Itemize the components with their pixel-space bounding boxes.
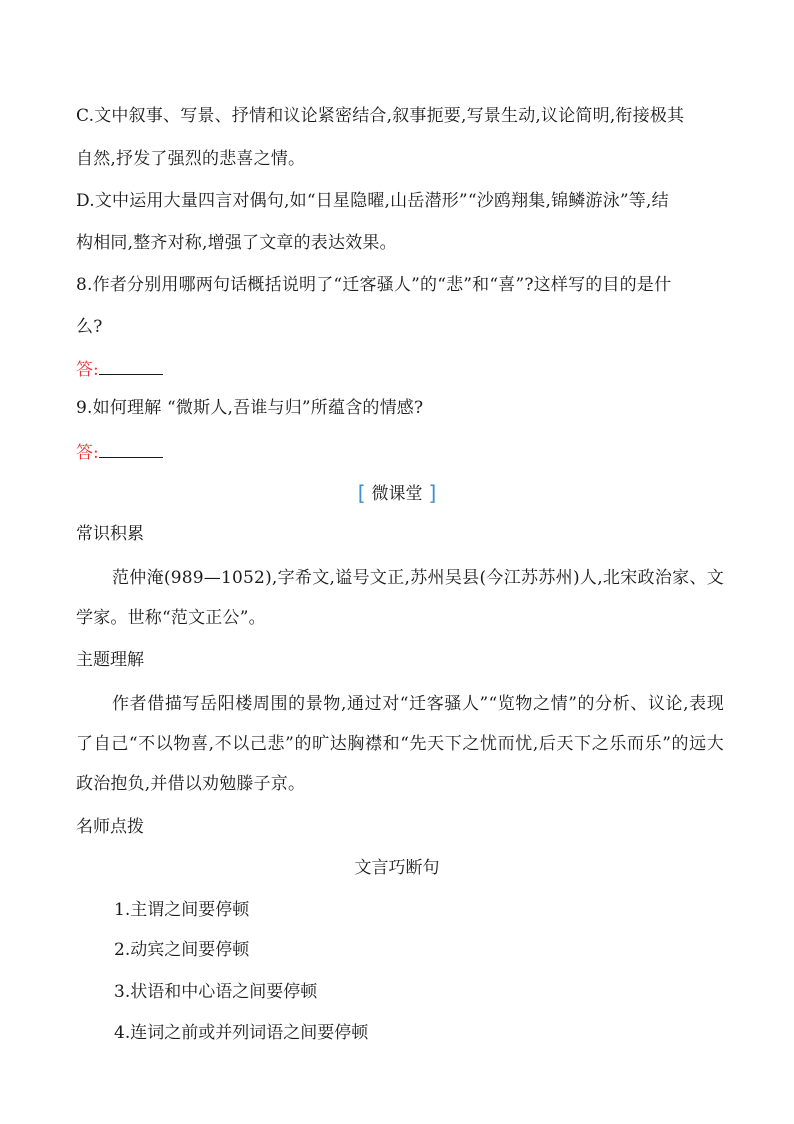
common-knowledge-text: 范仲淹(989—1052),字希文,谥号文正,苏州吴县(今江苏苏州)人,北宋政治家、文学家。世称“范文正公”。	[76, 568, 724, 628]
tip-item-1: 1.主谓之间要停顿	[114, 900, 250, 920]
answer-label: 答:	[76, 443, 99, 463]
theme-heading: 主题理解	[76, 650, 144, 670]
teacher-tips-heading: 名师点拨	[76, 817, 144, 837]
answer-label: 答:	[76, 360, 99, 380]
left-bracket: [	[357, 481, 366, 505]
common-knowledge-heading: 常识积累	[76, 524, 144, 544]
section-title: 微课堂	[371, 484, 423, 504]
tip-item-2: 2.动宾之间要停顿	[114, 940, 250, 960]
question-9-line-1: 9.如何理解 “微斯人,吾谁与归”所蕴含的情感?	[76, 398, 424, 418]
section-tag	[0, 480, 794, 507]
answer-blank[interactable]	[99, 439, 163, 458]
option-d-line-2: 构相同,整齐对称,增强了文章的表达效果。	[76, 233, 397, 253]
question-8-answer	[76, 356, 163, 382]
teacher-tips-subtitle: 文言巧断句	[354, 858, 440, 878]
answer-blank[interactable]	[99, 356, 163, 375]
question-8-line-2: 么?	[76, 317, 103, 337]
option-c-line-2: 自然,抒发了强烈的悲喜之情。	[76, 149, 306, 169]
right-bracket: ]	[428, 481, 437, 505]
option-d-line-1: D.文中运用大量四言对偶句,如“日星隐曜,山岳潜形”“沙鸥翔集,锦鳞游泳”等,结	[76, 191, 669, 211]
question-9-answer	[76, 439, 163, 465]
tip-item-3: 3.状语和中心语之间要停顿	[114, 982, 318, 1002]
question-8-line-1: 8.作者分别用哪两句话概括说明了“迁客骚人”的“悲”和“喜”?这样写的目的是什	[76, 275, 672, 295]
option-c-line-1: C.文中叙事、写景、抒情和议论紧密结合,叙事扼要,写景生动,议论简明,衔接极其	[76, 106, 685, 126]
tip-item-4: 4.连词之前或并列词语之间要停顿	[114, 1023, 369, 1043]
theme-text: 作者借描写岳阳楼周围的景物,通过对“迁客骚人”“览物之情”的分析、议论,表现了自己“不以物喜,不以己悲”的旷达胸襟和“先天下之忧而忧,后天下之乐而乐”的远大政治抱负,并借以劝勉滕子京。	[76, 694, 724, 794]
